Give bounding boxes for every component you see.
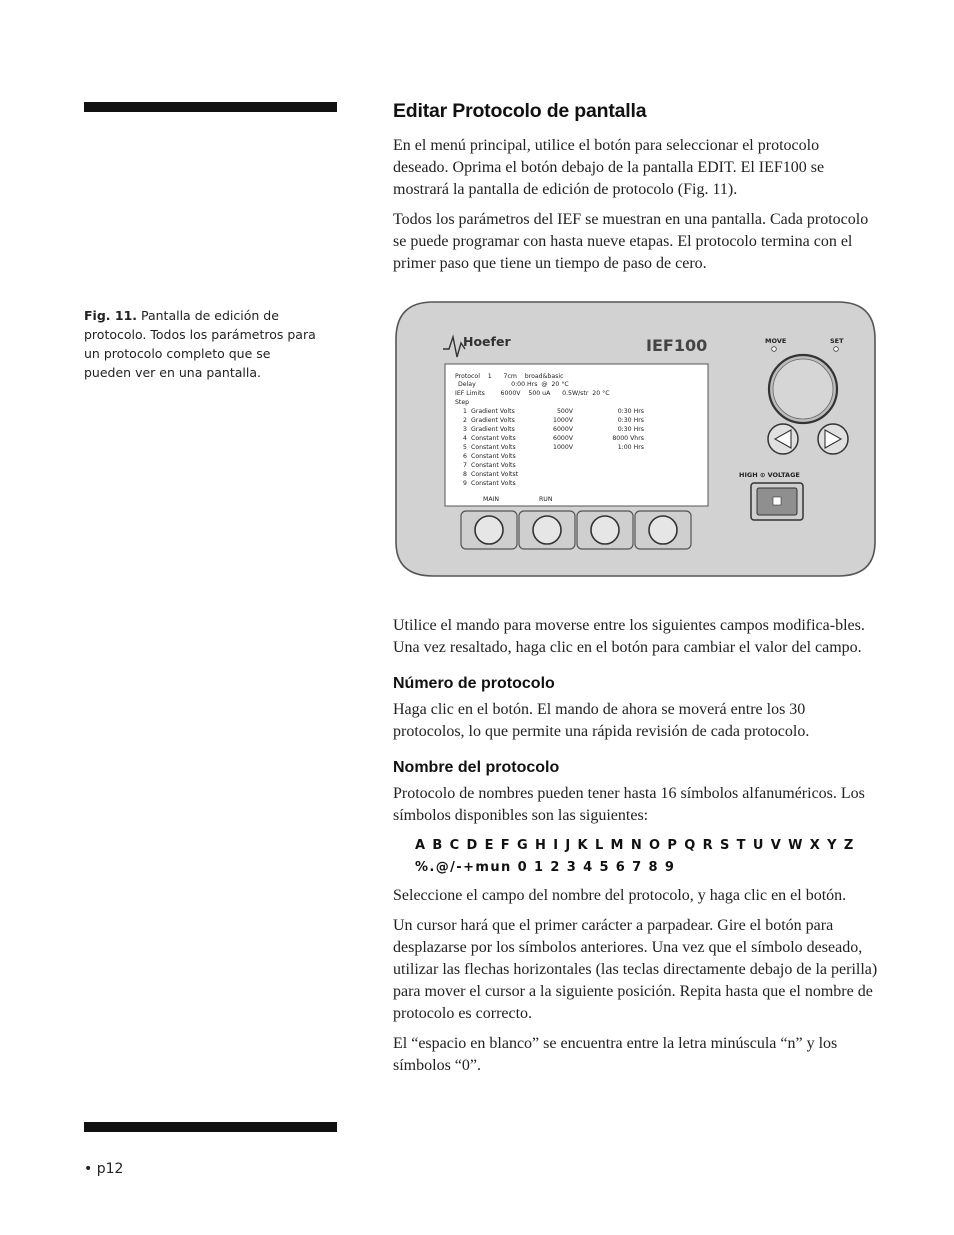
figure-caption-text: Pantalla de edición de protocolo. Todos los parámetros para un protocolo completo que se pueden ver en una pantalla.: [84, 308, 316, 380]
lcd-step-number: 7: [463, 462, 467, 469]
lcd-step-mode: Constant Volts: [471, 444, 516, 451]
lcd-step-mode: Constant Volts: [471, 453, 516, 460]
select-field-paragraph: Seleccione el campo del nombre del protocolo, y haga clic en el botón.: [393, 887, 847, 904]
protocol-name-heading: Nombre del protocolo: [393, 759, 560, 776]
lcd-step-time: 0:30 Hrs: [617, 417, 644, 424]
set-label: SET: [830, 337, 844, 345]
protocol-name-text: Protocolo de nombres pueden tener hasta 16 símbolos alfanuméricos. Los símbolos disponibles son las siguientes:: [393, 785, 865, 824]
ief100-panel-figure: [393, 299, 878, 581]
figure-caption: [84, 306, 320, 382]
model-label: IEF100: [646, 336, 708, 355]
move-indicator-icon: [772, 347, 777, 352]
blank-space-paragraph: El “espacio en blanco” se encuentra entre la letra minúscula “n” y los símbolos “0”.: [393, 1035, 838, 1074]
lcd-delay-line: Delay 0:00 Hrs @ 20 °C: [458, 381, 569, 388]
lcd-step-mode: Constant Voltst: [471, 471, 519, 478]
softkey-1-button[interactable]: [475, 516, 503, 544]
intro-paragraph-2: Todos los parámetros del IEF se muestran en una pantalla. Cada protocolo se puede programar con hasta nueve etapas. El protocolo termina con el primer paso que tiene un tiempo de paso de cero.: [393, 211, 869, 272]
section-title: Editar Protocolo de pantalla: [393, 100, 647, 122]
main-column: [393, 100, 878, 1085]
lcd-step-mode: Constant Volts: [471, 435, 516, 442]
lcd-step-volts: 6000V: [553, 435, 573, 442]
lcd-step-time: 0:30 Hrs: [617, 408, 644, 415]
lcd-step-number: 3: [463, 426, 467, 433]
intro-paragraph-1: En el menú principal, utilice el botón para seleccionar el protocolo deseado. Oprima el botón debajo de la pantalla EDIT. El IEF100 se mostrará la pantalla de edición de protocolo (Fig. 11).: [393, 137, 825, 198]
cursor-paragraph: Un cursor hará que el primer carácter a parpadear. Gire el botón para desplazarse por los símbolos anteriores. Una vez que el símbolo deseado, utilizar las flechas horizontales (las teclas directamente debajo de la perilla) para mover el cursor a la siguiente posición. Repita hasta que el nombre de protocolo es correcto.: [393, 917, 878, 1022]
softkey-2-button[interactable]: [533, 516, 561, 544]
lcd-step-number: 1: [463, 408, 467, 415]
high-voltage-label: HIGH ⊙ VOLTAGE: [739, 471, 800, 479]
brand-logo-text: Hoefer: [463, 334, 511, 349]
lcd-step-time: 0:30 Hrs: [617, 426, 644, 433]
ief100-panel-illustration: [393, 299, 878, 581]
lcd-step-volts: 6000V: [553, 426, 573, 433]
lcd-limits-line: IEF Limits 6000V 500 uA 0.5W/str 20 °C: [455, 390, 610, 397]
softkey-4-button[interactable]: [649, 516, 677, 544]
lcd-step-mode: Gradient Volts: [471, 417, 515, 424]
control-knob-inner: [773, 359, 833, 419]
lcd-step-time: 1:00 Hrs: [617, 444, 644, 451]
set-indicator-icon: [834, 347, 839, 352]
lcd-softkey-run: RUN: [539, 496, 553, 503]
symbols-list: [415, 835, 878, 879]
lcd-step-mode: Gradient Volts: [471, 408, 515, 415]
lcd-step-mode: Gradient Volts: [471, 426, 515, 433]
fields-paragraph: Utilice el mando para moverse entre los siguientes campos modifica-bles. Una vez resaltado, haga clic en el botón para cambiar el valor del campo.: [393, 617, 865, 656]
top-rule: [84, 102, 337, 112]
high-voltage-indicator-icon: [773, 497, 781, 505]
lcd-protocol-line: Protocol 1 7cm broad&basic: [455, 373, 564, 380]
lcd-step-number: 8: [463, 471, 467, 478]
lcd-step-time: 8000 Vhrs: [612, 435, 644, 442]
symbols-line-letters: A B C D E F G H I J K L M N O P Q R S T U V W X Y Z: [415, 838, 855, 853]
lcd-step-number: 6: [463, 453, 467, 460]
lcd-step-mode: Constant Volts: [471, 462, 516, 469]
lcd-softkey-main: MAIN: [483, 496, 500, 503]
lcd-step-number: 9: [463, 480, 467, 487]
move-label: MOVE: [765, 337, 787, 345]
lcd-step-header: Step: [455, 399, 470, 406]
lcd-step-volts: 1000V: [553, 417, 573, 424]
page-number: • p12: [84, 1161, 124, 1177]
protocol-number-text: Haga clic en el botón. El mando de ahora se moverá entre los 30 protocolos, lo que permite una rápida revisión de cada protocolo.: [393, 701, 810, 740]
protocol-number-heading: Número de protocolo: [393, 675, 555, 692]
symbols-line-digits: %.@/-+mun 0 1 2 3 4 5 6 7 8 9: [415, 860, 676, 875]
bottom-rule: [84, 1122, 337, 1132]
lcd-step-number: 4: [463, 435, 467, 442]
figure-label: Fig. 11.: [84, 308, 138, 323]
lcd-step-mode: Constant Volts: [471, 480, 516, 487]
lcd-step-number: 2: [463, 417, 467, 424]
lcd-step-number: 5: [463, 444, 467, 451]
lcd-step-volts: 500V: [556, 408, 573, 415]
softkey-3-button[interactable]: [591, 516, 619, 544]
lcd-step-volts: 1000V: [553, 444, 573, 451]
